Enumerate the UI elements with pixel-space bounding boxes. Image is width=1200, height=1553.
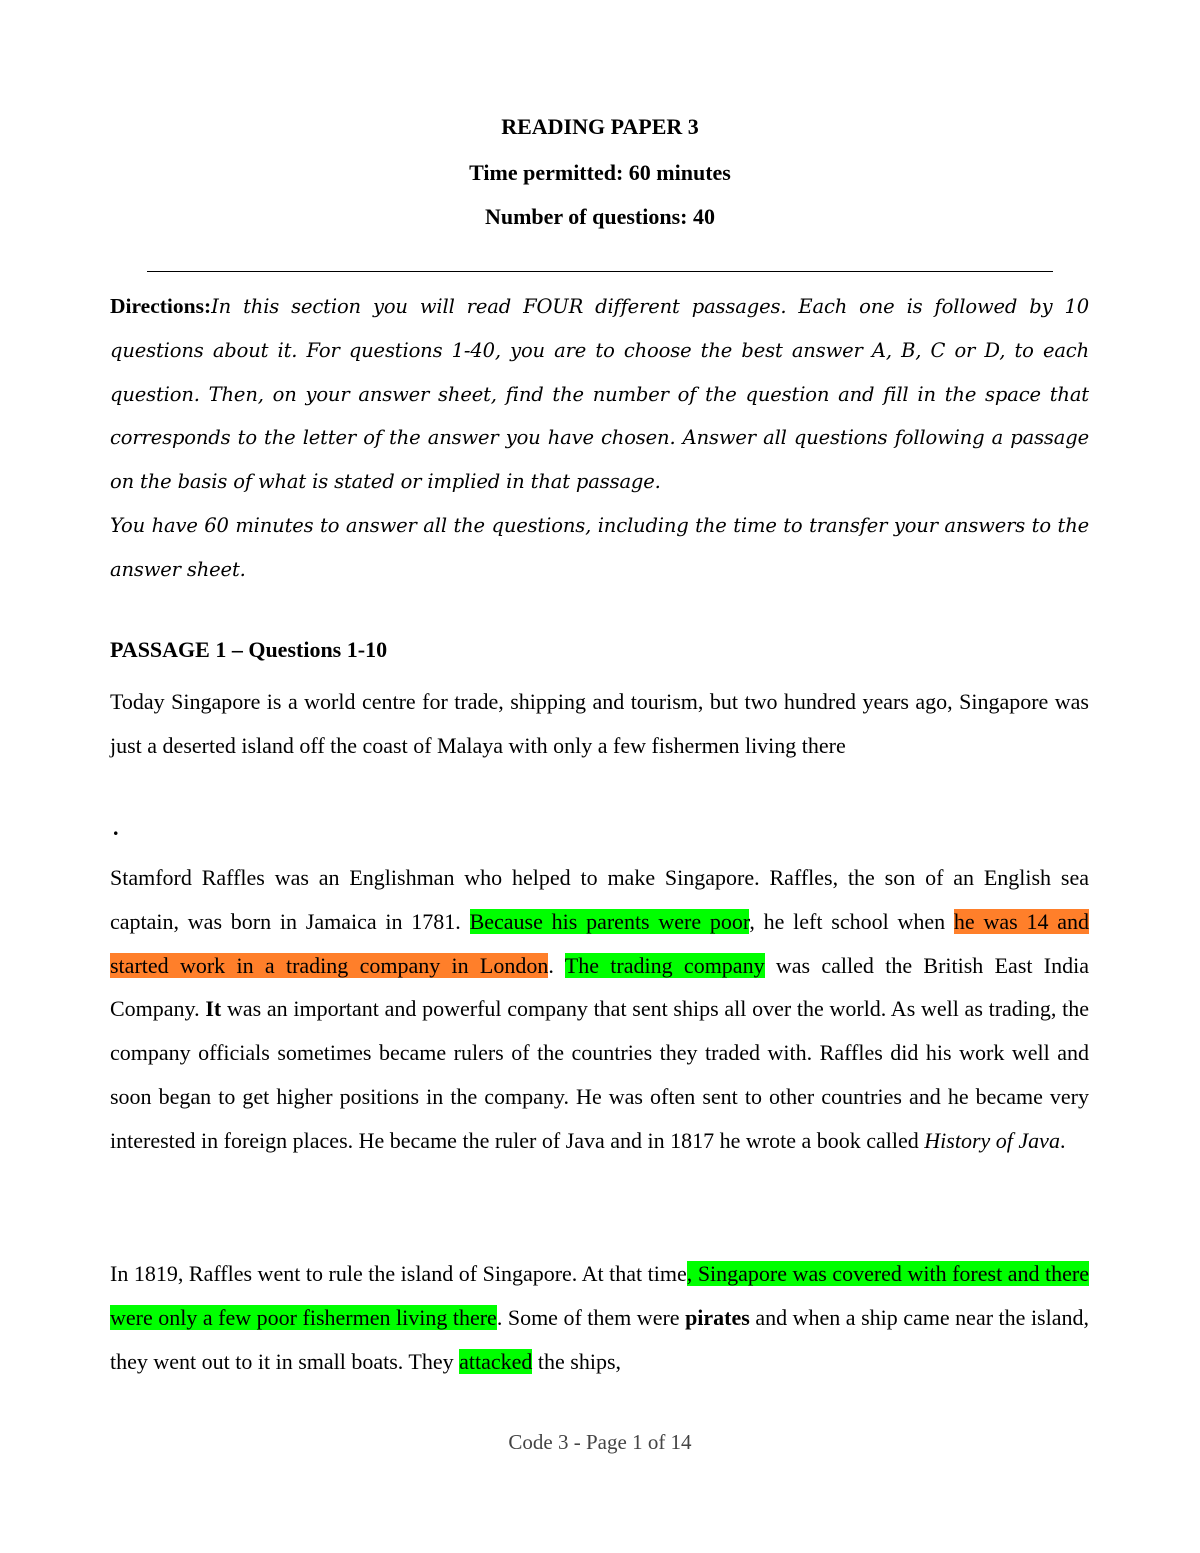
passage-paragraph-1: Today Singapore is a world centre for trade, shipping and tourism, but two hundred years ago, Singapore was just a deserted island off the coast of Malaya with only a few fishermen living there bbox=[110, 689, 1089, 758]
text-span: was called the British East India Company. bbox=[110, 952, 1089, 1022]
horizontal-rule bbox=[147, 271, 1053, 272]
highlight-green: attacked bbox=[459, 1348, 533, 1374]
text-span: . bbox=[1059, 1127, 1066, 1153]
directions-text: In this section you will read FOUR different passages. Each one is followed by 10 questions about it. For questions 1-40, you are to choose the best answer A, B, C or D, to each question. Then, on your answer sheet, find the number of the question and fill in the space that corresponds to the letter of the answer you have chosen. Answer all questions following a passage on the basis of what is stated or implied in that passage. bbox=[110, 295, 1089, 494]
directions-time-note: You have 60 minutes to answer all the questions, including the time to transfer your answers to the answer sheet. bbox=[110, 513, 1089, 581]
time-permitted: Time permitted: 60 minutes bbox=[469, 160, 731, 185]
bold-word: pirates bbox=[685, 1304, 750, 1330]
paper-title: READING PAPER 3 bbox=[501, 114, 699, 139]
passage-paragraph-2 bbox=[110, 856, 1089, 1163]
highlight-green: The trading company bbox=[564, 952, 765, 978]
text-span: Stamford Raffles was an Englishman who helped to make Singapore. Raffles, the son of an English sea captain, was born in Jamaica in 1781. bbox=[110, 865, 1089, 934]
number-of-questions: Number of questions: 40 bbox=[484, 204, 715, 229]
text-span: was an important and powerful company that sent ships all over the world. As well as trading, the company officials sometimes became rulers of the countries they traded with. Raffles did his work well and soon began to get higher positions in the company. He was often sent to other countries and he became very interested in foreign places. He became the ruler of Java and in 1817 he wrote a book called bbox=[110, 996, 1090, 1153]
stray-period: . bbox=[113, 815, 119, 840]
passage-title: PASSAGE 1 – Questions 1-10 bbox=[110, 637, 388, 662]
text-span: , he left school when bbox=[749, 908, 954, 934]
text-span: In 1819, Raffles went to rule the island of Singapore. At that time bbox=[110, 1261, 687, 1286]
text-span: . bbox=[548, 952, 565, 978]
bold-word: It bbox=[205, 996, 222, 1022]
text-span: and when a ship came near the island, they went out to it in small boats. They bbox=[110, 1304, 1089, 1374]
highlight-green: , Singapore was covered with forest and there were only a few poor fishermen living there bbox=[110, 1261, 1089, 1330]
text-span: . Some of them were bbox=[496, 1304, 686, 1330]
book-title: History of Java bbox=[924, 1127, 1060, 1153]
page-footer: Code 3 - Page 1 of 14 bbox=[508, 1430, 692, 1454]
highlight-orange: he was 14 and started work in a trading company in London bbox=[110, 908, 1089, 978]
text-span: the ships, bbox=[532, 1348, 622, 1374]
passage-paragraph-3 bbox=[110, 1252, 1089, 1383]
directions-label: Directions: bbox=[110, 294, 212, 318]
highlight-green: Because his parents were poor bbox=[469, 908, 750, 934]
directions-block bbox=[110, 285, 1089, 592]
